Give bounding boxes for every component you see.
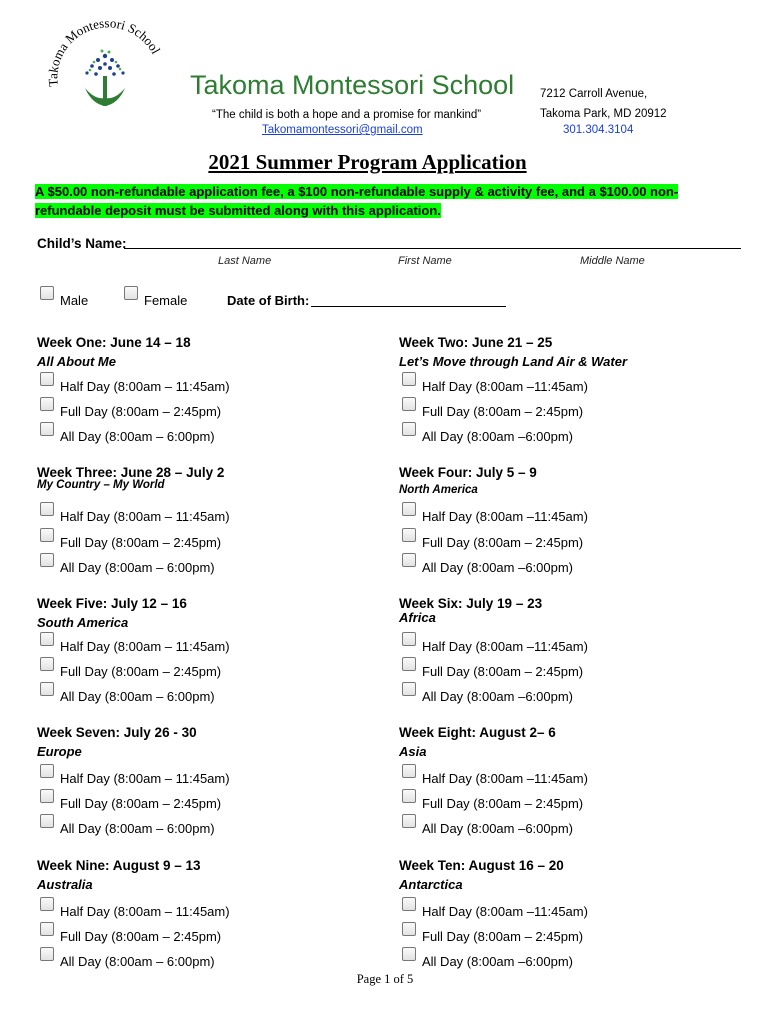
- all-day-label: All Day (8:00am –6:00pm): [422, 954, 574, 969]
- full-day-option: [399, 535, 739, 555]
- full-day-label: Full Day (8:00am – 2:45pm): [422, 535, 584, 550]
- week-theme: Antarctica: [399, 877, 463, 892]
- female-checkbox[interactable]: [124, 286, 138, 300]
- last-name-label: Last Name: [218, 255, 272, 267]
- address-line-1: 7212 Carroll Avenue,: [540, 88, 648, 100]
- full-day-option: [399, 929, 739, 949]
- full-day-option: [399, 664, 739, 684]
- full-day-checkbox[interactable]: [40, 922, 54, 936]
- full-day-label: Full Day (8:00am – 2:45pm): [60, 664, 222, 679]
- half-day-option: [399, 771, 739, 791]
- full-day-label: Full Day (8:00am – 2:45pm): [422, 796, 584, 811]
- child-name-label: Child’s Name:: [37, 236, 127, 251]
- female-label: Female: [144, 293, 188, 308]
- all-day-option: [399, 954, 739, 974]
- week-block: [37, 858, 377, 978]
- week-block: [399, 858, 739, 978]
- half-day-option: [399, 904, 739, 924]
- half-day-checkbox[interactable]: [402, 764, 416, 778]
- week-block: [37, 335, 377, 455]
- half-day-option: [37, 904, 377, 924]
- week-theme: Europe: [37, 744, 82, 759]
- full-day-label: Full Day (8:00am – 2:45pm): [422, 929, 584, 944]
- date-of-birth-field[interactable]: [311, 306, 506, 307]
- all-day-option: [37, 429, 377, 449]
- logo-arc-text: Takoma Montessori School: [45, 18, 164, 88]
- form-title: 2021 Summer Program Application: [208, 150, 527, 174]
- all-day-checkbox[interactable]: [40, 422, 54, 436]
- school-name: Takoma Montessori School: [190, 70, 515, 100]
- week-title: Week Ten: August 16 – 20: [399, 858, 564, 873]
- child-name-field[interactable]: [124, 248, 741, 249]
- half-day-checkbox[interactable]: [402, 897, 416, 911]
- full-day-option: [37, 929, 377, 949]
- all-day-checkbox[interactable]: [40, 682, 54, 696]
- half-day-label: Half Day (8:00am – 11:45am): [60, 771, 230, 786]
- middle-name-label: Middle Name: [580, 255, 645, 267]
- full-day-option: [37, 404, 377, 424]
- full-day-label: Full Day (8:00am – 2:45pm): [60, 535, 222, 550]
- phone-link[interactable]: 301.304.3104: [563, 124, 634, 136]
- week-title: Week Seven: July 26 - 30: [37, 725, 197, 740]
- full-day-checkbox[interactable]: [40, 528, 54, 542]
- half-day-checkbox[interactable]: [402, 632, 416, 646]
- week-block: [399, 335, 739, 455]
- full-day-checkbox[interactable]: [40, 657, 54, 671]
- full-day-option: [37, 664, 377, 684]
- half-day-label: Half Day (8:00am – 11:45am): [60, 639, 230, 654]
- tree-icon: [85, 50, 125, 107]
- week-title: Week One: June 14 – 18: [37, 335, 191, 350]
- all-day-label: All Day (8:00am –6:00pm): [422, 560, 574, 575]
- week-title: Week Nine: August 9 – 13: [37, 858, 201, 873]
- half-day-checkbox[interactable]: [40, 764, 54, 778]
- all-day-label: All Day (8:00am –6:00pm): [422, 429, 574, 444]
- male-checkbox[interactable]: [40, 286, 54, 300]
- half-day-checkbox[interactable]: [402, 372, 416, 386]
- half-day-checkbox[interactable]: [402, 502, 416, 516]
- all-day-checkbox[interactable]: [402, 422, 416, 436]
- all-day-checkbox[interactable]: [40, 553, 54, 567]
- all-day-option: [37, 954, 377, 974]
- all-day-option: [37, 560, 377, 580]
- half-day-checkbox[interactable]: [40, 372, 54, 386]
- week-theme: Australia: [37, 877, 93, 892]
- full-day-checkbox[interactable]: [402, 657, 416, 671]
- week-block: [37, 596, 377, 716]
- full-day-label: Full Day (8:00am – 2:45pm): [60, 796, 222, 811]
- all-day-option: [399, 689, 739, 709]
- date-of-birth-label: Date of Birth:: [227, 293, 310, 308]
- week-theme: Let’s Move through Land Air & Water: [399, 354, 628, 369]
- school-logo: [40, 18, 170, 113]
- fee-notice-text: A $50.00 non-refundable application fee, a $100 non-refundable supply & activity fee, and a $100.00 non-refundable deposit must be submitted along with this application.: [35, 184, 679, 218]
- all-day-option: [399, 560, 739, 580]
- week-block: [37, 465, 377, 585]
- full-day-checkbox[interactable]: [402, 789, 416, 803]
- half-day-label: Half Day (8:00am – 11:45am): [60, 904, 230, 919]
- half-day-label: Half Day (8:00am – 11:45am): [60, 509, 230, 524]
- all-day-label: All Day (8:00am – 6:00pm): [60, 689, 215, 704]
- all-day-option: [399, 821, 739, 841]
- full-day-option: [399, 796, 739, 816]
- full-day-label: Full Day (8:00am – 2:45pm): [422, 404, 584, 419]
- week-theme: North America: [399, 484, 478, 496]
- week-title: Week Four: July 5 – 9: [399, 465, 537, 480]
- half-day-option: [399, 379, 739, 399]
- full-day-label: Full Day (8:00am – 2:45pm): [60, 929, 222, 944]
- half-day-label: Half Day (8:00am –11:45am): [422, 639, 588, 654]
- week-theme: South America: [37, 615, 129, 630]
- all-day-checkbox[interactable]: [40, 814, 54, 828]
- all-day-checkbox[interactable]: [40, 947, 54, 961]
- week-block: [37, 725, 377, 845]
- all-day-checkbox[interactable]: [402, 553, 416, 567]
- all-day-label: All Day (8:00am – 6:00pm): [60, 954, 215, 969]
- half-day-option: [37, 771, 377, 791]
- school-tagline: “The child is both a hope and a promise for mankind”: [212, 109, 482, 121]
- full-day-checkbox[interactable]: [402, 922, 416, 936]
- half-day-label: Half Day (8:00am –11:45am): [422, 509, 588, 524]
- full-day-label: Full Day (8:00am – 2:45pm): [60, 404, 222, 419]
- full-day-checkbox[interactable]: [40, 397, 54, 411]
- half-day-label: Half Day (8:00am –11:45am): [422, 379, 588, 394]
- week-theme: My Country – My World: [37, 479, 165, 491]
- week-theme: Asia: [399, 744, 427, 759]
- half-day-option: [37, 379, 377, 399]
- half-day-option: [399, 639, 739, 659]
- week-theme: All About Me: [37, 354, 116, 369]
- all-day-label: All Day (8:00am – 6:00pm): [60, 821, 215, 836]
- all-day-checkbox[interactable]: [402, 947, 416, 961]
- all-day-checkbox[interactable]: [402, 682, 416, 696]
- week-block: [399, 596, 739, 716]
- half-day-option: [37, 509, 377, 529]
- half-day-label: Half Day (8:00am – 11:45am): [60, 379, 230, 394]
- full-day-option: [399, 404, 739, 424]
- week-title: Week Five: July 12 – 16: [37, 596, 187, 611]
- week-block: [399, 725, 739, 845]
- half-day-option: [37, 639, 377, 659]
- male-label: Male: [60, 293, 89, 308]
- half-day-checkbox[interactable]: [40, 632, 54, 646]
- address-line-2: Takoma Park, MD 20912: [540, 108, 667, 120]
- all-day-label: All Day (8:00am –6:00pm): [422, 821, 574, 836]
- half-day-option: [399, 509, 739, 529]
- full-day-checkbox[interactable]: [40, 789, 54, 803]
- all-day-label: All Day (8:00am – 6:00pm): [60, 560, 215, 575]
- first-name-label: First Name: [398, 255, 452, 267]
- week-title: Week Two: June 21 – 25: [399, 335, 553, 350]
- all-day-option: [37, 689, 377, 709]
- half-day-checkbox[interactable]: [40, 502, 54, 516]
- full-day-option: [37, 535, 377, 555]
- full-day-checkbox[interactable]: [402, 528, 416, 542]
- fee-notice: [35, 182, 740, 220]
- week-title: Week Three: June 28 – July 2: [37, 465, 225, 480]
- week-theme: Africa: [399, 610, 436, 625]
- email-link[interactable]: Takomamontessori@gmail.com: [262, 124, 423, 136]
- all-day-option: [37, 821, 377, 841]
- full-day-option: [37, 796, 377, 816]
- half-day-label: Half Day (8:00am –11:45am): [422, 904, 588, 919]
- half-day-checkbox[interactable]: [40, 897, 54, 911]
- all-day-option: [399, 429, 739, 449]
- half-day-label: Half Day (8:00am –11:45am): [422, 771, 588, 786]
- full-day-checkbox[interactable]: [402, 397, 416, 411]
- full-day-label: Full Day (8:00am – 2:45pm): [422, 664, 584, 679]
- week-title: Week Six: July 19 – 23: [399, 596, 543, 611]
- week-block: [399, 465, 739, 585]
- page-number: Page 1 of 5: [356, 972, 414, 986]
- all-day-label: All Day (8:00am –6:00pm): [422, 689, 574, 704]
- all-day-label: All Day (8:00am – 6:00pm): [60, 429, 215, 444]
- all-day-checkbox[interactable]: [402, 814, 416, 828]
- week-title: Week Eight: August 2– 6: [399, 725, 556, 740]
